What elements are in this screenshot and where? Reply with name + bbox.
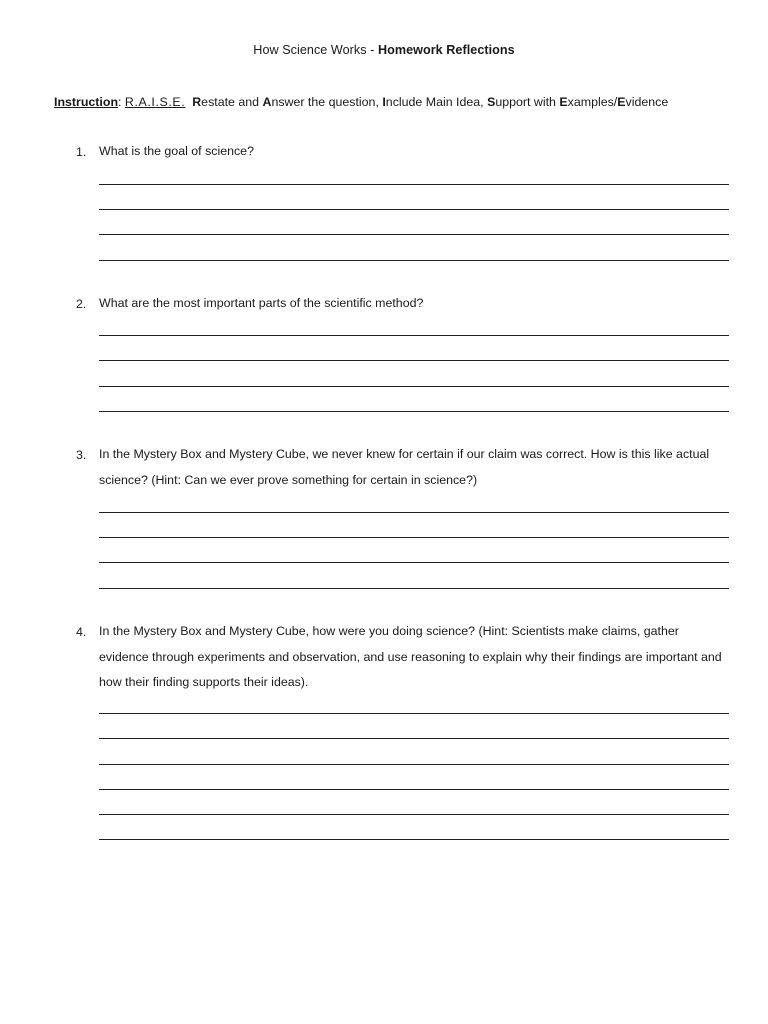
answer-line[interactable] [99, 184, 729, 185]
answer-line[interactable] [99, 260, 729, 261]
instruction-line [54, 95, 668, 109]
instruction-rest: nclude Main Idea, [385, 95, 488, 109]
answer-line[interactable] [99, 738, 729, 739]
answer-line[interactable] [99, 234, 729, 235]
instruction-rest: xamples/ [567, 95, 618, 109]
answer-line[interactable] [99, 764, 729, 765]
answer-line[interactable] [99, 588, 729, 589]
question-text: What is the goal of science? [99, 144, 254, 158]
answer-line[interactable] [99, 814, 729, 815]
instruction-letter: R [192, 95, 202, 109]
instruction-letter: S [487, 95, 496, 109]
answer-line[interactable] [99, 360, 729, 361]
instruction-letter: A [262, 95, 272, 109]
instruction-rest: nswer the question, [271, 95, 383, 109]
answer-line[interactable] [99, 411, 729, 412]
answer-line[interactable] [99, 789, 729, 790]
instruction-rest: estate and [201, 95, 263, 109]
answer-line[interactable] [99, 537, 729, 538]
title-bold: Homework Reflections [377, 43, 515, 57]
instruction-letter: E [559, 95, 568, 109]
answer-line[interactable] [99, 839, 729, 840]
instruction-rest: upport with [495, 95, 560, 109]
question-number: 3. [76, 448, 87, 462]
instruction-letter: I [382, 95, 386, 109]
answer-line[interactable] [99, 209, 729, 210]
instruction-colon: : [118, 95, 125, 109]
title-prefix: How Science Works - [253, 43, 378, 57]
page-title [0, 43, 768, 57]
answer-line[interactable] [99, 512, 729, 513]
instruction-letter: E [617, 95, 626, 109]
answer-line[interactable] [99, 713, 729, 714]
question-text: In the Mystery Box and Mystery Cube, how were you doing science? (Hint: Scientists make claims, gather evidence through experiments and observation, and use reasoning to explain why their findings are important and how their finding supports their ideas). [99, 624, 722, 689]
answer-line[interactable] [99, 335, 729, 336]
instruction-acronym: R.A.I.S.E. [124, 95, 186, 109]
question-number: 1. [76, 145, 87, 159]
question-text: What are the most important parts of the scientific method? [99, 296, 424, 310]
question-text: In the Mystery Box and Mystery Cube, we never knew for certain if our claim was correct. How is this like actual science? (Hint: Can we ever prove something for certain in science?) [99, 447, 710, 487]
instruction-label: Instruction [54, 95, 119, 109]
question-number: 4. [76, 625, 87, 639]
instruction-rest: vidence [625, 95, 669, 109]
answer-line[interactable] [99, 386, 729, 387]
answer-line[interactable] [99, 562, 729, 563]
question-number: 2. [76, 297, 87, 311]
